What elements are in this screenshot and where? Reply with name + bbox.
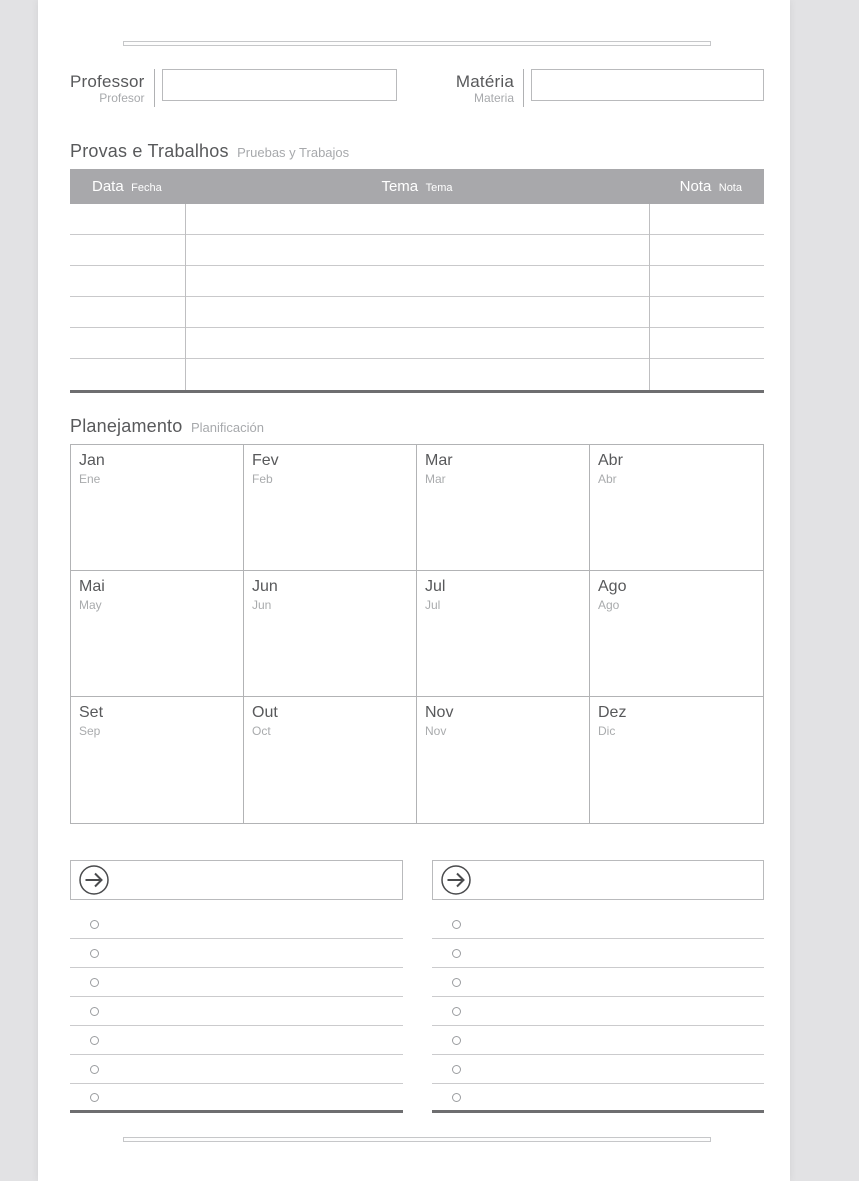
month-label: Out <box>252 704 278 721</box>
bullet-circle-icon <box>452 949 461 958</box>
column-header-data <box>70 178 185 196</box>
table-row <box>70 266 764 297</box>
checklist-title-box[interactable] <box>70 860 403 900</box>
bullet-circle-icon <box>90 978 99 987</box>
month-sublabel: Feb <box>252 472 273 486</box>
checklist-item <box>432 968 765 997</box>
bullet-circle-icon <box>90 1093 99 1102</box>
month-label: Jul <box>425 578 446 595</box>
month-cell-set <box>71 697 244 823</box>
planner-page <box>38 0 790 1181</box>
month-cell-mar <box>417 445 590 571</box>
checklist-item <box>70 997 403 1026</box>
provas-table-header <box>70 169 764 204</box>
bullet-circle-icon <box>90 1065 99 1074</box>
checklist-item <box>432 1055 765 1084</box>
month-label: Mar <box>425 452 453 469</box>
column-sublabel: Tema <box>425 181 453 194</box>
checklist-item <box>432 1026 765 1055</box>
planejamento-title: Planejamento <box>70 416 183 436</box>
professor-sublabel: Profesor <box>99 91 145 105</box>
month-label: Jun <box>252 578 278 595</box>
month-cell-nov <box>417 697 590 823</box>
month-sublabel: Nov <box>425 724 447 738</box>
arrow-right-circle-icon <box>440 864 472 896</box>
bullet-circle-icon <box>452 1093 461 1102</box>
month-sublabel: Mar <box>425 472 446 486</box>
bullet-circle-icon <box>452 1065 461 1074</box>
bullet-circle-icon <box>90 1036 99 1045</box>
checklist-item <box>70 1055 403 1084</box>
planejamento-subtitle: Planificación <box>190 420 264 435</box>
bullet-circle-icon <box>452 978 461 987</box>
professor-field-group <box>70 69 397 107</box>
column-header-nota <box>649 178 764 196</box>
professor-divider-line <box>154 69 155 107</box>
checklist-item <box>432 997 765 1026</box>
table-row <box>70 359 764 390</box>
checklist-columns <box>70 860 764 1113</box>
month-label: Jan <box>79 452 105 469</box>
bullet-circle-icon <box>90 949 99 958</box>
month-cell-jun <box>244 571 417 697</box>
table-row <box>70 204 764 235</box>
column-label: Nota <box>679 177 712 195</box>
checklist-item <box>432 910 765 939</box>
provas-table <box>70 169 764 393</box>
checklist-1 <box>70 860 403 1113</box>
professor-input[interactable] <box>162 69 397 101</box>
month-cell-dez <box>590 697 763 823</box>
checklist-2 <box>432 860 765 1113</box>
month-label: Abr <box>598 452 623 469</box>
materia-label: Matéria <box>455 72 514 91</box>
planning-month-grid <box>70 444 764 824</box>
month-sublabel: May <box>79 598 102 612</box>
materia-input[interactable] <box>531 69 764 101</box>
checklist-rows <box>70 910 403 1113</box>
top-divider-bar <box>123 41 711 46</box>
column-header-tema <box>185 178 649 196</box>
checklist-item <box>70 1026 403 1055</box>
professor-label-group <box>70 69 154 105</box>
column-sublabel: Nota <box>718 181 742 194</box>
professor-label: Professor <box>70 72 145 91</box>
month-sublabel: Abr <box>598 472 617 486</box>
month-cell-ago <box>590 571 763 697</box>
month-cell-mai <box>71 571 244 697</box>
checklist-item <box>432 1084 765 1113</box>
month-label: Fev <box>252 452 279 469</box>
month-sublabel: Ene <box>79 472 101 486</box>
table-row <box>70 235 764 266</box>
checklist-rows <box>432 910 765 1113</box>
month-sublabel: Dic <box>598 724 616 738</box>
provas-title: Provas e Trabalhos <box>70 141 229 161</box>
arrow-right-circle-icon <box>78 864 110 896</box>
column-label: Data <box>92 177 124 195</box>
month-label: Ago <box>598 578 627 595</box>
table-row <box>70 328 764 359</box>
bullet-circle-icon <box>452 1036 461 1045</box>
checklist-title-box[interactable] <box>432 860 765 900</box>
materia-divider-line <box>523 69 524 107</box>
bullet-circle-icon <box>452 1007 461 1016</box>
month-cell-fev <box>244 445 417 571</box>
checklist-item <box>70 968 403 997</box>
month-cell-abr <box>590 445 763 571</box>
provas-subtitle: Pruebas y Trabajos <box>237 145 350 160</box>
month-label: Dez <box>598 704 627 721</box>
month-sublabel: Jul <box>425 598 441 612</box>
bullet-circle-icon <box>90 920 99 929</box>
month-label: Set <box>79 704 104 721</box>
month-cell-jul <box>417 571 590 697</box>
column-label: Tema <box>381 177 419 195</box>
provas-table-body <box>70 204 764 390</box>
checklist-item <box>432 939 765 968</box>
materia-sublabel: Materia <box>473 91 514 105</box>
table-row <box>70 297 764 328</box>
checklist-item <box>70 910 403 939</box>
month-sublabel: Sep <box>79 724 101 738</box>
month-sublabel: Jun <box>252 598 272 612</box>
month-sublabel: Ago <box>598 598 620 612</box>
bottom-divider-bar <box>123 1137 711 1142</box>
column-sublabel: Fecha <box>131 181 162 194</box>
provas-section-title <box>70 141 764 162</box>
checklist-item <box>70 1084 403 1113</box>
materia-field-group <box>456 69 764 107</box>
planejamento-section-title <box>70 416 764 437</box>
month-label: Nov <box>425 704 454 721</box>
bullet-circle-icon <box>90 1007 99 1016</box>
table-column-divider <box>649 204 650 390</box>
month-cell-out <box>244 697 417 823</box>
month-cell-jan <box>71 445 244 571</box>
header-fields <box>70 69 764 107</box>
materia-label-group <box>456 69 523 105</box>
month-label: Mai <box>79 578 105 595</box>
checklist-item <box>70 939 403 968</box>
month-sublabel: Oct <box>252 724 271 738</box>
bullet-circle-icon <box>452 920 461 929</box>
table-column-divider <box>185 204 186 390</box>
